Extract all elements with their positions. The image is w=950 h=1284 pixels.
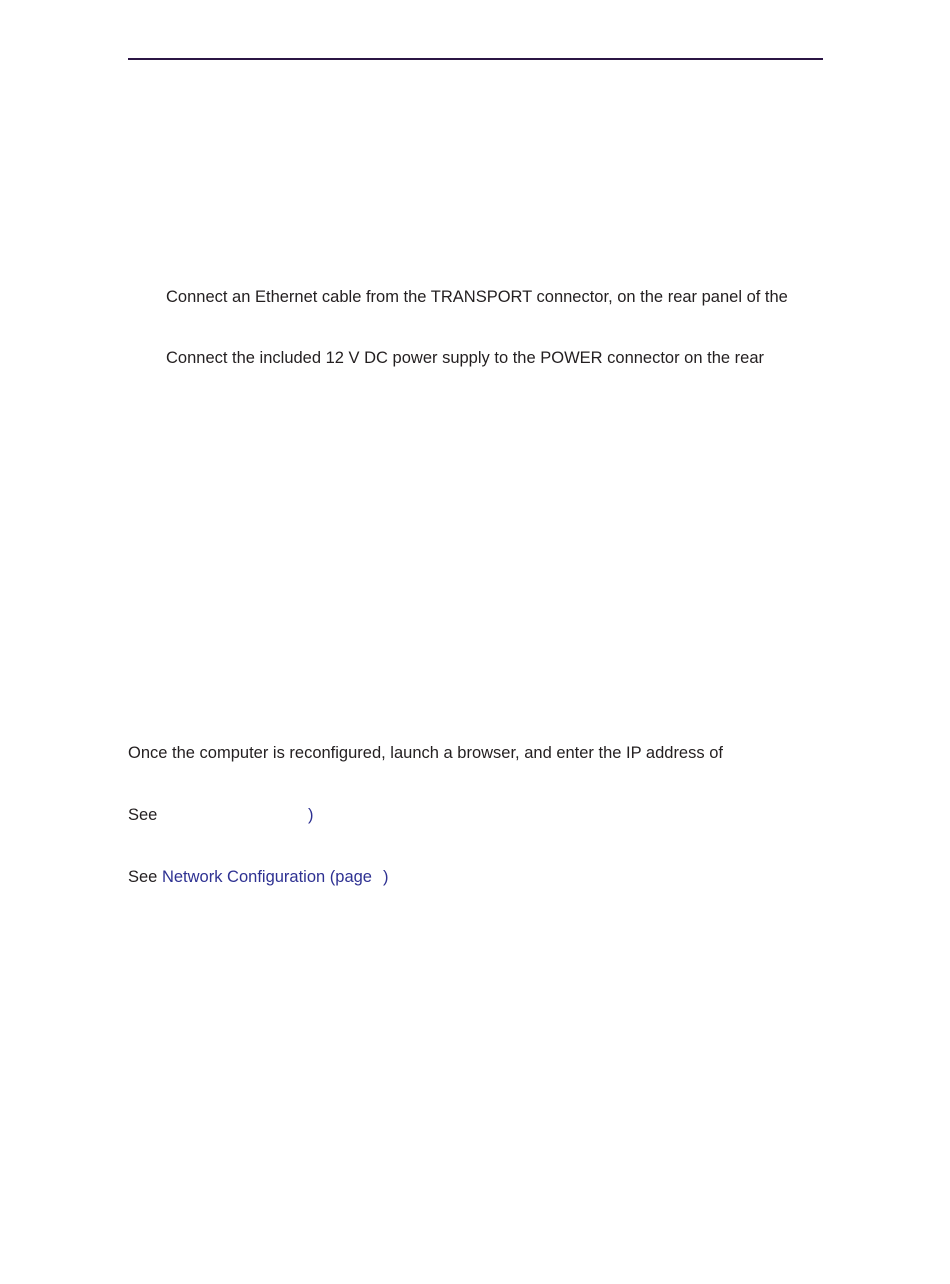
body-paragraph: Once the computer is reconfigured, launch a browser, and enter the IP address of [128,744,723,762]
header-rule [128,58,823,60]
reference-link-close[interactable]: ) [382,868,389,886]
reference-prefix: See [128,806,158,824]
reference-line-1 [128,805,313,825]
step-1-text: Connect an Ethernet cable from the TRANSPORT connector, on the rear panel of the [166,288,788,306]
reference-link-close[interactable]: ) [307,806,314,824]
network-configuration-link[interactable] [162,868,389,886]
step-2-text: Connect the included 12 V DC power supply to the POWER connector on the rear [166,349,764,367]
reference-link-1[interactable] [162,806,314,824]
reference-link-text[interactable]: Network Configuration (page [161,868,372,886]
reference-prefix: See [128,868,158,886]
reference-line-2 [128,867,388,887]
